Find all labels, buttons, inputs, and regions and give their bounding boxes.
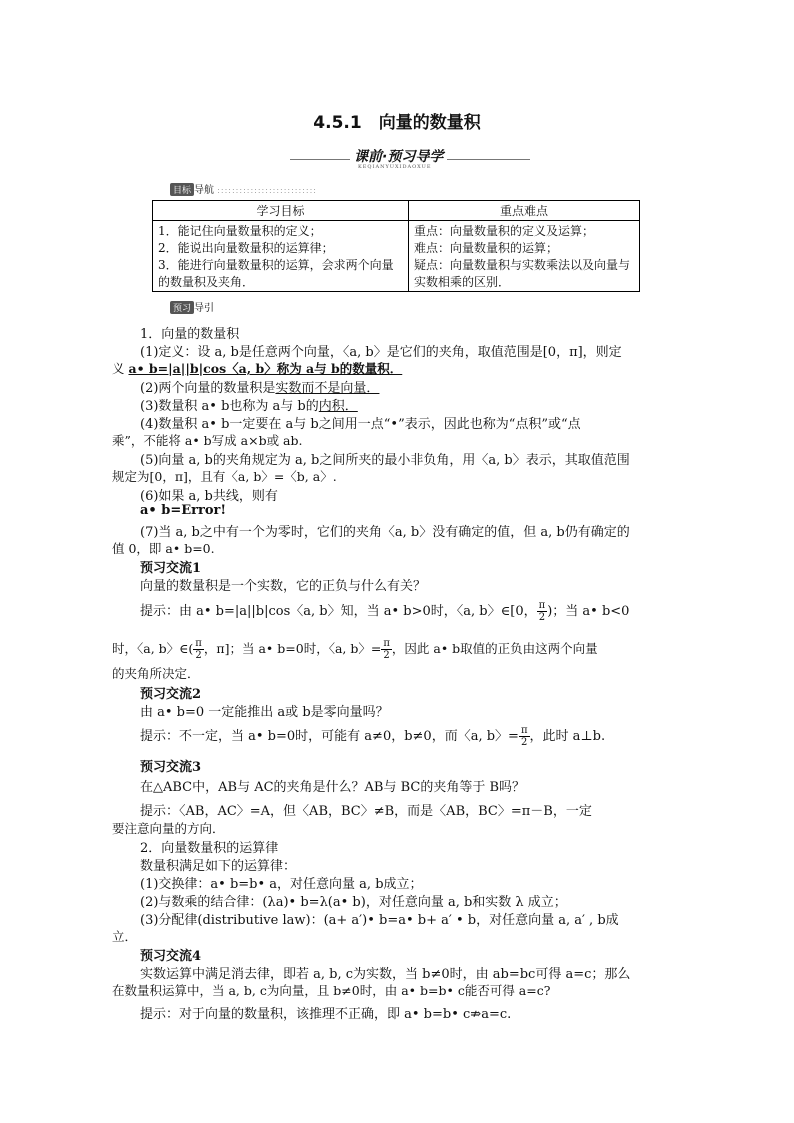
- point-2: (2)两个向量的数量积是实数而不是向量．: [140, 381, 380, 396]
- banner-label: 课前·预习导学: [350, 146, 447, 166]
- definition-formula: a• b=|a||b|cos〈a, b〉称为 a与 b的数量积．: [128, 361, 403, 376]
- fraction: $\frac{\pi}{2}$: [520, 725, 528, 748]
- section-2-heading: 2．向量数量积的运算律: [140, 841, 279, 856]
- definition-line-2: 义 a• b=|a||b|cos〈a, b〉称为 a与 b的数量积．: [112, 361, 403, 376]
- exchange-4-heading: 预习交流4: [140, 949, 202, 964]
- fraction: $\frac{\pi}{2}$: [538, 600, 546, 623]
- distributive-law-cont: 立．: [112, 929, 138, 944]
- difficulty-item: 疑点：向量数量积与实数乘法以及向量与实数相乘的区别．: [414, 258, 631, 289]
- exchange-1-question: 向量的数量积是一个实数，它的正负与什么有关？: [140, 579, 427, 594]
- nav-tag: [170, 181, 317, 196]
- exchange-3-answer-2: 要注意向量的方向．: [112, 821, 225, 836]
- goals-header: 学习目标: [153, 201, 409, 221]
- point-4: (4)数量积 a• b一定要在 a与 b之间用一点“•”表示，因此也称为“点积”或“点: [140, 417, 581, 432]
- goals-cell: [153, 221, 409, 292]
- difficulty-header: 重点难点: [409, 201, 640, 221]
- exchange-2-answer: 提示：不一定，当 a• b=0时，可能有 a≠0，b≠0，而〈a, b〉= $\frac{\pi}{2}$ ，此时 a⊥b.: [140, 725, 606, 748]
- guide-tag-text: 导引: [194, 303, 215, 314]
- fraction: $\frac{\pi}{2}$: [383, 638, 390, 661]
- exchange-1-answer-2: 时，〈a, b〉∈( $\frac{\pi}{2}$ ，π]；当 a• b=0时，〈a, b〉= $\frac{\pi}{2}$ ，因此 a• b取值的正负由这两个向量: [112, 638, 598, 661]
- exchange-1-answer-3: 的夹角所决定．: [112, 666, 200, 681]
- exchange-4-question-2: 在数量积运算中，当 a, b, c为向量，且 b≠0时，由 a• b=b• c能否可得 a=c?: [112, 983, 551, 998]
- exchange-3-question: 在△ABC中，AB与 AC的夹角是什么？AB与 BC的夹角等于 B吗？: [140, 780, 526, 795]
- exchange-2-question: 由 a• b=0 一定能推出 a或 b是零向量吗？: [140, 705, 389, 720]
- exchange-2-heading: 预习交流2: [140, 687, 202, 702]
- point-3-answer: 内积．: [318, 399, 358, 414]
- fraction: $\frac{\pi}{2}$: [195, 638, 202, 661]
- nav-tag-box: 目标: [170, 183, 194, 196]
- associative-law: (2)与数乘的结合律：(λa)• b=λ(a• b)，对任意向量 a, b和实数 λ 成立；: [140, 895, 567, 910]
- goal-item: 1．能记住向量数量积的定义；: [158, 224, 322, 238]
- goal-item: 2．能说出向量数量积的运算律；: [158, 241, 334, 255]
- point-6: (6)如果 a, b共线，则有: [140, 489, 278, 504]
- guide-tag: [170, 299, 214, 314]
- point-5: (5)向量 a, b的夹角规定为 a, b之间所夹的最小非负角，用〈a, b〉表示，其取值范围: [140, 453, 630, 468]
- difficulty-item: 重点：向量数量积的定义及运算；: [414, 224, 595, 238]
- point-2-answer: 实数而不是向量．: [275, 381, 380, 396]
- exchange-4-answer: 提示：对于向量的数量积，该推理不正确，即 a• b=b• c⇏a=c.: [140, 1007, 512, 1022]
- point-3: (3)数量积 a• b也称为 a与 b的内积．: [140, 399, 358, 414]
- point-7-cont: 值 0，即 a• b=0.: [112, 541, 215, 556]
- guide-tag-box: 预习: [170, 301, 194, 314]
- section-1-heading: 1．向量的数量积: [140, 327, 240, 342]
- page-title: 4.5.1 向量的数量积: [313, 113, 481, 133]
- exchange-4-question: 实数运算中满足消去律，即若 a, b, c为实数，当 b≠0时，由 ab=bc可得 a=c；那么: [140, 967, 631, 982]
- commutative-law: (1)交换律：a• b=b• a，对任意向量 a, b成立；: [140, 877, 423, 892]
- tag-dots: :::::::::::::::::::::::::::: [217, 186, 317, 195]
- exchange-3-heading: 预习交流3: [140, 760, 202, 775]
- nav-tag-text: 导航: [194, 185, 215, 196]
- goal-item: 3．能进行向量数量积的运算，会求两个向量的数量积及夹角．: [158, 258, 394, 289]
- section-banner: [290, 146, 530, 172]
- distributive-law: (3)分配律(distributive law)：(a+ a′)• b=a• b+ a′ • b，对任意向量 a, a′ , b成: [140, 913, 619, 928]
- exchange-3-answer: 提示：〈AB，AC〉=A，但〈AB，BC〉≠B，而是〈AB，BC〉=π－B，一定: [140, 804, 592, 819]
- point-6-formula: a• b=Error!: [140, 503, 227, 518]
- definition-line: (1)定义：设 a, b是任意两个向量，〈a, b〉是它们的夹角，取值范围是[0，π]，则定: [140, 345, 622, 360]
- exchange-1-answer: 提示：由 a• b=|a||b|cos〈a, b〉知，当 a• b>0时，〈a, b〉∈[0， $\frac{\pi}{2}$ )；当 a• b<0: [140, 600, 630, 623]
- exchange-1-heading: 预习交流1: [140, 561, 202, 576]
- difficulty-cell: [409, 221, 640, 292]
- difficulty-item: 难点：向量数量积的运算；: [414, 241, 559, 255]
- point-5-cont: 规定为[0，π]，且有〈a, b〉=〈b, a〉.: [112, 469, 337, 484]
- point-7: (7)当 a, b之中有一个为零时，它们的夹角〈a, b〉没有确定的值，但 a, b仍有确定的: [140, 525, 630, 540]
- banner-subtitle: KEQIANYUXIDAOXUE: [358, 164, 432, 170]
- goals-table: [152, 200, 640, 292]
- laws-intro: 数量积满足如下的运算律：: [140, 859, 297, 874]
- point-4-cont: 乘”，不能将 a• b写成 a×b或 ab.: [112, 433, 303, 448]
